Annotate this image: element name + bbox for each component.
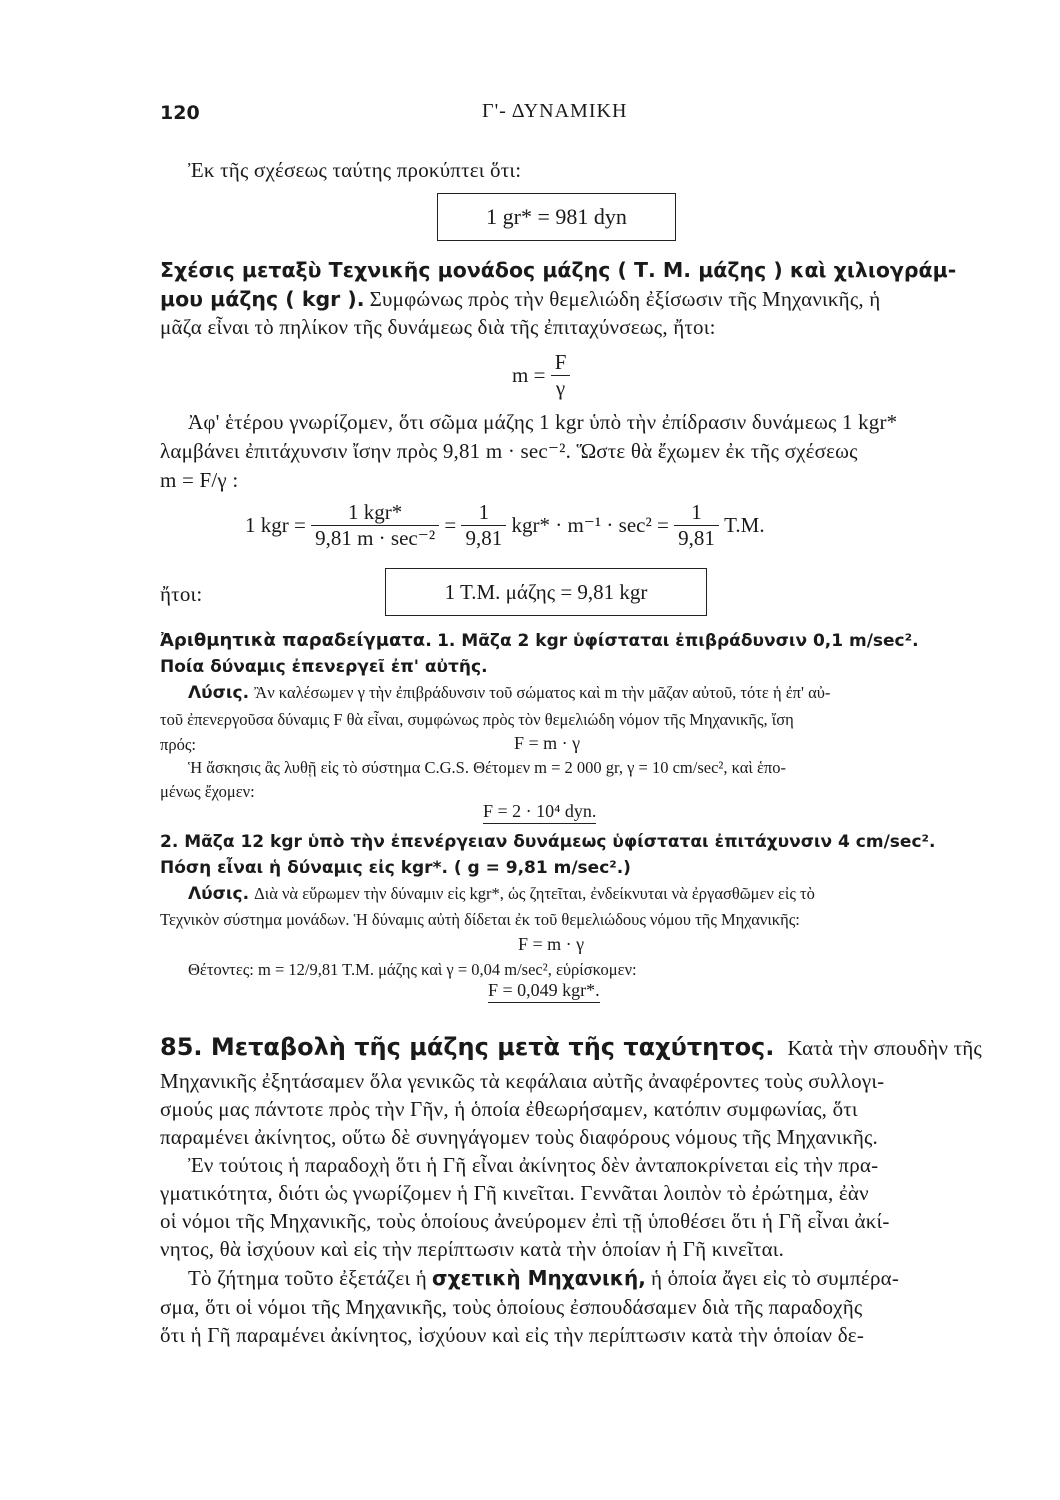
section-85-p3-l1-b: ἡ ὁποία ἄγει εἰς τὸ συμπέρα- <box>650 1266 900 1290</box>
solution-2-line-2: Τεχνικὸν σύστημα μονάδων. Ἡ δύναμις αὐτὴ δίδεται ἐκ τοῦ θεμελιώδους νόμου τῆς Μηχανικῆς: <box>160 910 800 929</box>
section-85-p2-l2: γματικότητα, διότι ὡς γνωρίζομεν ἡ Γῆ κινεῖται. Γεννᾶται λοιπὸν τὸ ἐρώτημα, ἐὰν <box>160 1181 869 1205</box>
result-box-tm-kgr <box>385 568 707 616</box>
solution-1-line-3: πρός: <box>160 735 196 754</box>
conv-fraction-3 <box>674 500 719 551</box>
solution-2-label: Λύσις. <box>188 884 250 904</box>
section-85-p3-l2: σμα, ὅτι οἱ νόμοι τῆς Μηχανικῆς, τοὺς ὁποίους ἐσπουδάσαμεν διὰ τῆς παραδοχῆς <box>160 1295 863 1319</box>
example-1-question: Ποία δύναμις ἐπενεργεῖ ἐπ' αὐτῆς. <box>160 657 488 677</box>
para-kgr-line-3: m = F/γ : <box>160 468 239 492</box>
conv-fraction-1 <box>311 500 439 551</box>
para-kgr-line-2: λαμβάνει ἐπιτάχυνσιν ἴσην πρὸς 9,81 m · sec⁻². Ὥστε θὰ ἔχωμεν ἐκ τῆς σχέσεως <box>160 439 858 463</box>
section-85-p1-l4: παραμένει ἀκίνητος, οὕτω δὲ συνηγάγομεν τοὺς διαφόρους νόμους τῆς Μηχανικῆς. <box>160 1125 879 1149</box>
section-85-p1-l2: Μηχανικῆς ἐξητάσαμεν ὅλα γενικῶς τὰ κεφάλαια αὐτῆς ἀναφέροντες τοὺς συλλογι- <box>160 1069 885 1093</box>
result-box-tm-kgr-text: 1 T.M. μάζης = 9,81 kgr <box>444 580 648 604</box>
solution-2-line-3: Θέτοντες: m = 12/9,81 T.M. μάζης καὶ γ = 0,04 m/sec², εὑρίσκομεν: <box>188 960 637 979</box>
result-box-gr-dyn-text: 1 gr* = 981 dyn <box>486 204 627 229</box>
examples-heading: Ἀριθμητικὰ παραδείγματα. <box>160 630 432 651</box>
section-85-first-line <box>160 1033 982 1061</box>
solution-1-line-4: Ἡ ἄσκησις ἂς λυθῇ εἰς τὸ σύστημα C.G.S. Θέτομεν m = 2 000 gr, γ = 10 cm/sec², καὶ ἑπο- <box>188 758 786 777</box>
section-85-p1-l1: Κατὰ τὴν σπουδὴν τῆς <box>787 1036 982 1060</box>
equation-mass <box>512 350 570 401</box>
section-line-2-text: Συμφώνως πρὸς τὴν θεμελιώδη ἐξίσωσιν τῆς Μηχανικῆς, ἡ <box>369 287 881 311</box>
result-box-gr-dyn <box>437 193 676 241</box>
section-line-3: μᾶζα εἶναι τὸ πηλίκον τῆς δυνάμεως διὰ τῆς ἐπιταχύνσεως, ἤτοι: <box>160 315 716 339</box>
section-85-p3-l1 <box>188 1266 899 1291</box>
section-85-p3-l1-a: Τὸ ζήτημα τοῦτο ἐξετάζει ἡ <box>188 1266 427 1290</box>
section-line-2 <box>160 287 880 312</box>
solution-2-line-1 <box>188 884 815 904</box>
solution-1-result: F = 2 · 10⁴ dyn. <box>483 801 596 824</box>
example-1-text: 1. Μᾶζα 2 kgr ὑφίσταται ἐπιβράδυνσιν 0,1 m/sec². <box>437 631 919 651</box>
solution-1-line-2: τοῦ ἐπενεργοῦσα δύναμις F θὰ εἶναι, συμφώνως πρὸς τὸν θεμελιώδη νόμον τῆς Μηχανικῆς, ἴση <box>160 710 794 729</box>
section-85-p3-l1-bold: σχετικὴ Μηχανική, <box>432 1266 646 1290</box>
conv-f1-num: 1 kgr* <box>311 500 439 526</box>
equation-mass-lhs: m = <box>512 363 546 387</box>
section-heading-relation-cont: μου μάζης ( kgr ). <box>160 287 365 311</box>
conv-f1-den: 9,81 m · sec⁻² <box>315 526 436 550</box>
running-title: Γ'- ΔΥΝΑΜΙΚΗ <box>482 100 628 122</box>
equation-mass-den: γ <box>555 376 566 400</box>
box2-label: ἤτοι: <box>160 582 203 606</box>
solution-1-line-5: μένως ἔχομεν: <box>160 782 255 801</box>
section-85-p2-l1: Ἐν τούτοις ἡ παραδοχὴ ὅτι ἡ Γῆ εἶναι ἀκίνητος δὲν ἀνταποκρίνεται εἰς τὴν πρα- <box>188 1153 879 1177</box>
solution-1-line-1-text: Ἂν καλέσωμεν γ τὴν ἐπιβράδυνσιν τοῦ σώματος καὶ m τὴν μᾶζαν αὐτοῦ, τότε ἡ ἐπ' αὐ- <box>254 683 831 702</box>
conv-unit: T.M. <box>724 513 765 537</box>
conv-f2-den: 9,81 <box>465 526 503 550</box>
solution-2-equation: F = m · γ <box>518 934 585 954</box>
conv-eq2: = <box>444 513 457 537</box>
page-number: 120 <box>160 102 200 124</box>
conv-f2-num: 1 <box>461 500 506 526</box>
conv-f3-den: 9,81 <box>678 526 715 550</box>
equation-mass-num: F <box>551 350 571 376</box>
equation-mass-fraction <box>551 350 571 401</box>
solution-1-line-1 <box>188 683 830 703</box>
section-heading-relation: Σχέσις μεταξὺ Τεχνικῆς μονάδος μάζης ( Τ. Μ. μάζης ) καὶ χιλιογράμ- <box>160 258 957 282</box>
solution-1-label: Λύσις. <box>188 683 250 703</box>
equation-conversion <box>245 500 765 551</box>
section-85-p2-l4: νητος, θὰ ἰσχύουν καὶ εἰς τὴν περίπτωσιν κατὰ τὴν ὁποίαν ἡ Γῆ κινεῖται. <box>160 1237 785 1261</box>
example-2-text: 2. Μᾶζα 12 kgr ὑπὸ τὴν ἐπενέργειαν δυνάμεως ὑφίσταται ἐπιτάχυνσιν 4 cm/sec². <box>160 832 936 852</box>
conv-fraction-2 <box>461 500 506 551</box>
intro-line: Ἐκ τῆς σχέσεως ταύτης προκύπτει ὅτι: <box>188 158 522 182</box>
solution-1-equation: F = m · γ <box>514 733 581 753</box>
conv-mid: kgr* · m⁻¹ · sec² = <box>511 513 669 537</box>
solution-2-line-1-text: Διὰ νὰ εὕρωμεν τὴν δύναμιν εἰς kgr*, ὡς ζητεῖται, ἐνδείκνυται νὰ ἐργασθῶμεν εἰς τὸ <box>254 884 815 903</box>
section-85-p2-l3: οἱ νόμοι τῆς Μηχανικῆς, τοὺς ὁποίους ἀνεύρομεν ἐπὶ τῇ ὑποθέσει ὅτι ἡ Γῆ εἶναι ἀκί- <box>160 1209 890 1233</box>
para-kgr-line-1: Ἀφ' ἑτέρου γνωρίζομεν, ὅτι σῶμα μάζης 1 kgr ὑπὸ τὴν ἐπίδρασιν δυνάμεως 1 kgr* <box>188 410 898 434</box>
section-85-heading: 85. Μεταβολὴ τῆς μάζης μετὰ τῆς ταχύτητος. <box>160 1033 775 1061</box>
solution-2-result: F = 0,049 kgr*. <box>488 980 600 1003</box>
section-85-p1-l3: σμούς μας πάντοτε πρὸς τὴν Γῆν, ἡ ὁποία ἐθεωρήσαμεν, κατόπιν συμφωνίας, ὅτι <box>160 1097 858 1121</box>
example-2-question: Πόση εἶναι ἡ δύναμις εἰς kgr*. ( g = 9,81 m/sec².) <box>160 858 631 878</box>
section-85-p3-l3: ὅτι ἡ Γῆ παραμένει ἀκίνητος, ἰσχύουν καὶ εἰς τὴν περίπτωσιν κατὰ τὴν ὁποίαν δε- <box>160 1323 865 1347</box>
conv-lhs: 1 kgr = <box>245 513 306 537</box>
conv-f3-num: 1 <box>674 500 719 526</box>
examples-line-1 <box>160 630 919 651</box>
